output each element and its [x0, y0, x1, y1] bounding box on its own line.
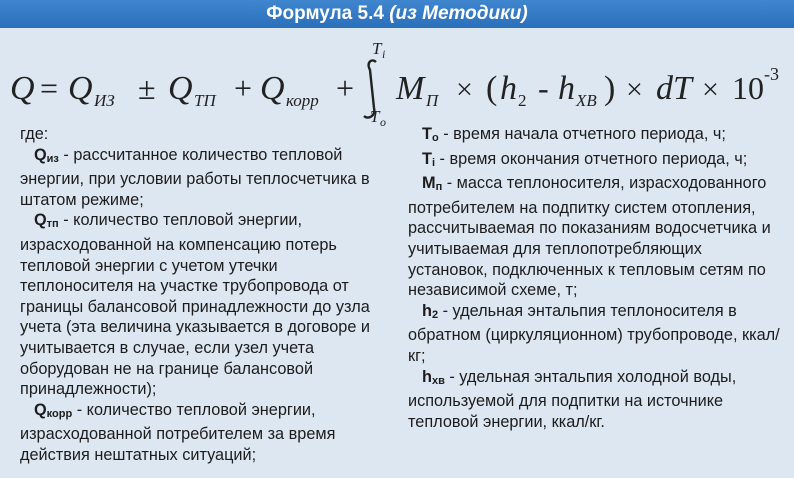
formula-ten: 10 — [732, 70, 764, 106]
formula-h2-sub: 2 — [518, 91, 527, 110]
formula-dt: dT — [656, 70, 692, 107]
definition-t-o-text: - время начала отчетного периода, ч; — [438, 125, 726, 143]
definitions-intro: где: — [20, 125, 49, 143]
definitions-left-column — [20, 124, 388, 466]
formula-times-2: × — [626, 73, 643, 106]
formula-hxv-sub: ХВ — [576, 91, 597, 110]
definition-m-p-text: - масса теплоносителя, израсходованного потребителем на подпитку систем отопления, рассчитываемая по показаниям водосчетчика и учитываемая для теплопотребляющих установок, подключенных к тепловым сетям по независимой схеме, т; — [408, 174, 771, 300]
formula-rparen: ) — [604, 70, 616, 107]
definitions-right-column — [408, 124, 784, 432]
symbol-m-p: $M_п$ — [422, 174, 443, 194]
formula-q-iz-sub: ИЗ — [94, 91, 115, 110]
definition-m-p — [408, 173, 784, 301]
formula-plus-minus: ± — [138, 70, 156, 106]
formula-q-tp-sub: ТП — [194, 91, 216, 110]
definition-q-iz — [20, 145, 388, 211]
definition-q-iz-text: - рассчитанное количество тепловой энергии, при условии работы теплосчетчика в штатом режиме; — [20, 145, 370, 209]
symbol-q-iz: $Q_{из}$ — [34, 145, 59, 165]
formula-eq-sign: = — [40, 70, 59, 106]
definition-t-o — [408, 124, 784, 149]
formula-lparen: ( — [486, 70, 498, 107]
definition-q-korr-text: - количество тепловой энергии, израсходованной потребителем за время действия нештатных ситуаций; — [20, 400, 336, 464]
formula-title — [0, 0, 794, 28]
formula-plus-1: + — [234, 70, 253, 106]
formula-times-3: × — [702, 73, 719, 106]
symbol-q-tp: $Q_{тп}$ — [34, 211, 59, 231]
definition-h2-text: - удельная энтальпия теплоносителя в обратном (циркуляционном) трубопроводе, ккал/кг; — [408, 301, 780, 365]
formula-h2: h — [500, 70, 517, 107]
formula-title-source: (из Методики) — [383, 3, 528, 24]
formula-q-korr: Q — [260, 70, 285, 107]
definition-t-i-text: - время окончания отчетного периода, ч; — [435, 149, 748, 168]
integral-upper: T — [372, 39, 382, 58]
symbol-q-korr: $Q_{корр}$ — [34, 400, 73, 420]
integral-upper-sub: i — [382, 47, 386, 61]
definition-q-tp-text: - количество тепловой энергии, израсходованной на компенсацию потерь тепловой энергии с учетом утечки теплоносителя на участке трубопровода от границы балансовой принадлежности до узла учета (эта величина указывается в договоре и учитывается в случае, если узел учета оборудован не на границе балансовой принадлежности); — [20, 211, 370, 399]
formula-m: M — [396, 70, 425, 107]
definition-q-tp — [20, 210, 388, 399]
formula-hxv: h — [558, 70, 575, 107]
formula-q-tp: Q — [168, 70, 193, 107]
integral-lower-sub: o — [380, 115, 386, 128]
symbol-t-o: $T_о$ — [422, 125, 439, 144]
formula-minus: - — [538, 70, 549, 106]
symbol-h2: $h_2$ — [422, 301, 439, 321]
formula-equation — [10, 36, 790, 128]
formula-svg — [10, 36, 790, 128]
formula-lhs: Q — [10, 70, 35, 107]
formula-times-1: × — [456, 73, 473, 106]
formula-plus-2: + — [336, 70, 355, 106]
definition-q-korr — [20, 400, 388, 466]
formula-title-main: Формула 5.4 — [266, 3, 384, 24]
formula-exponent: -3 — [764, 64, 779, 84]
formula-m-sub: П — [426, 91, 439, 110]
formula-q-iz: Q — [68, 70, 93, 107]
symbol-hxv: $h_{хв}$ — [422, 367, 445, 387]
integral-lower: T — [370, 107, 380, 126]
definition-t-i — [408, 149, 784, 174]
formula-q-korr-sub: корр — [286, 91, 319, 110]
definition-hxv — [408, 367, 784, 433]
symbol-t-i: $T_i$ — [422, 149, 436, 169]
definition-h2 — [408, 301, 784, 367]
definition-hxv-text: - удельная энтальпия холодной воды, используемой для подпитки на источнике тепловой энергии, ккал/кг. — [408, 367, 737, 431]
